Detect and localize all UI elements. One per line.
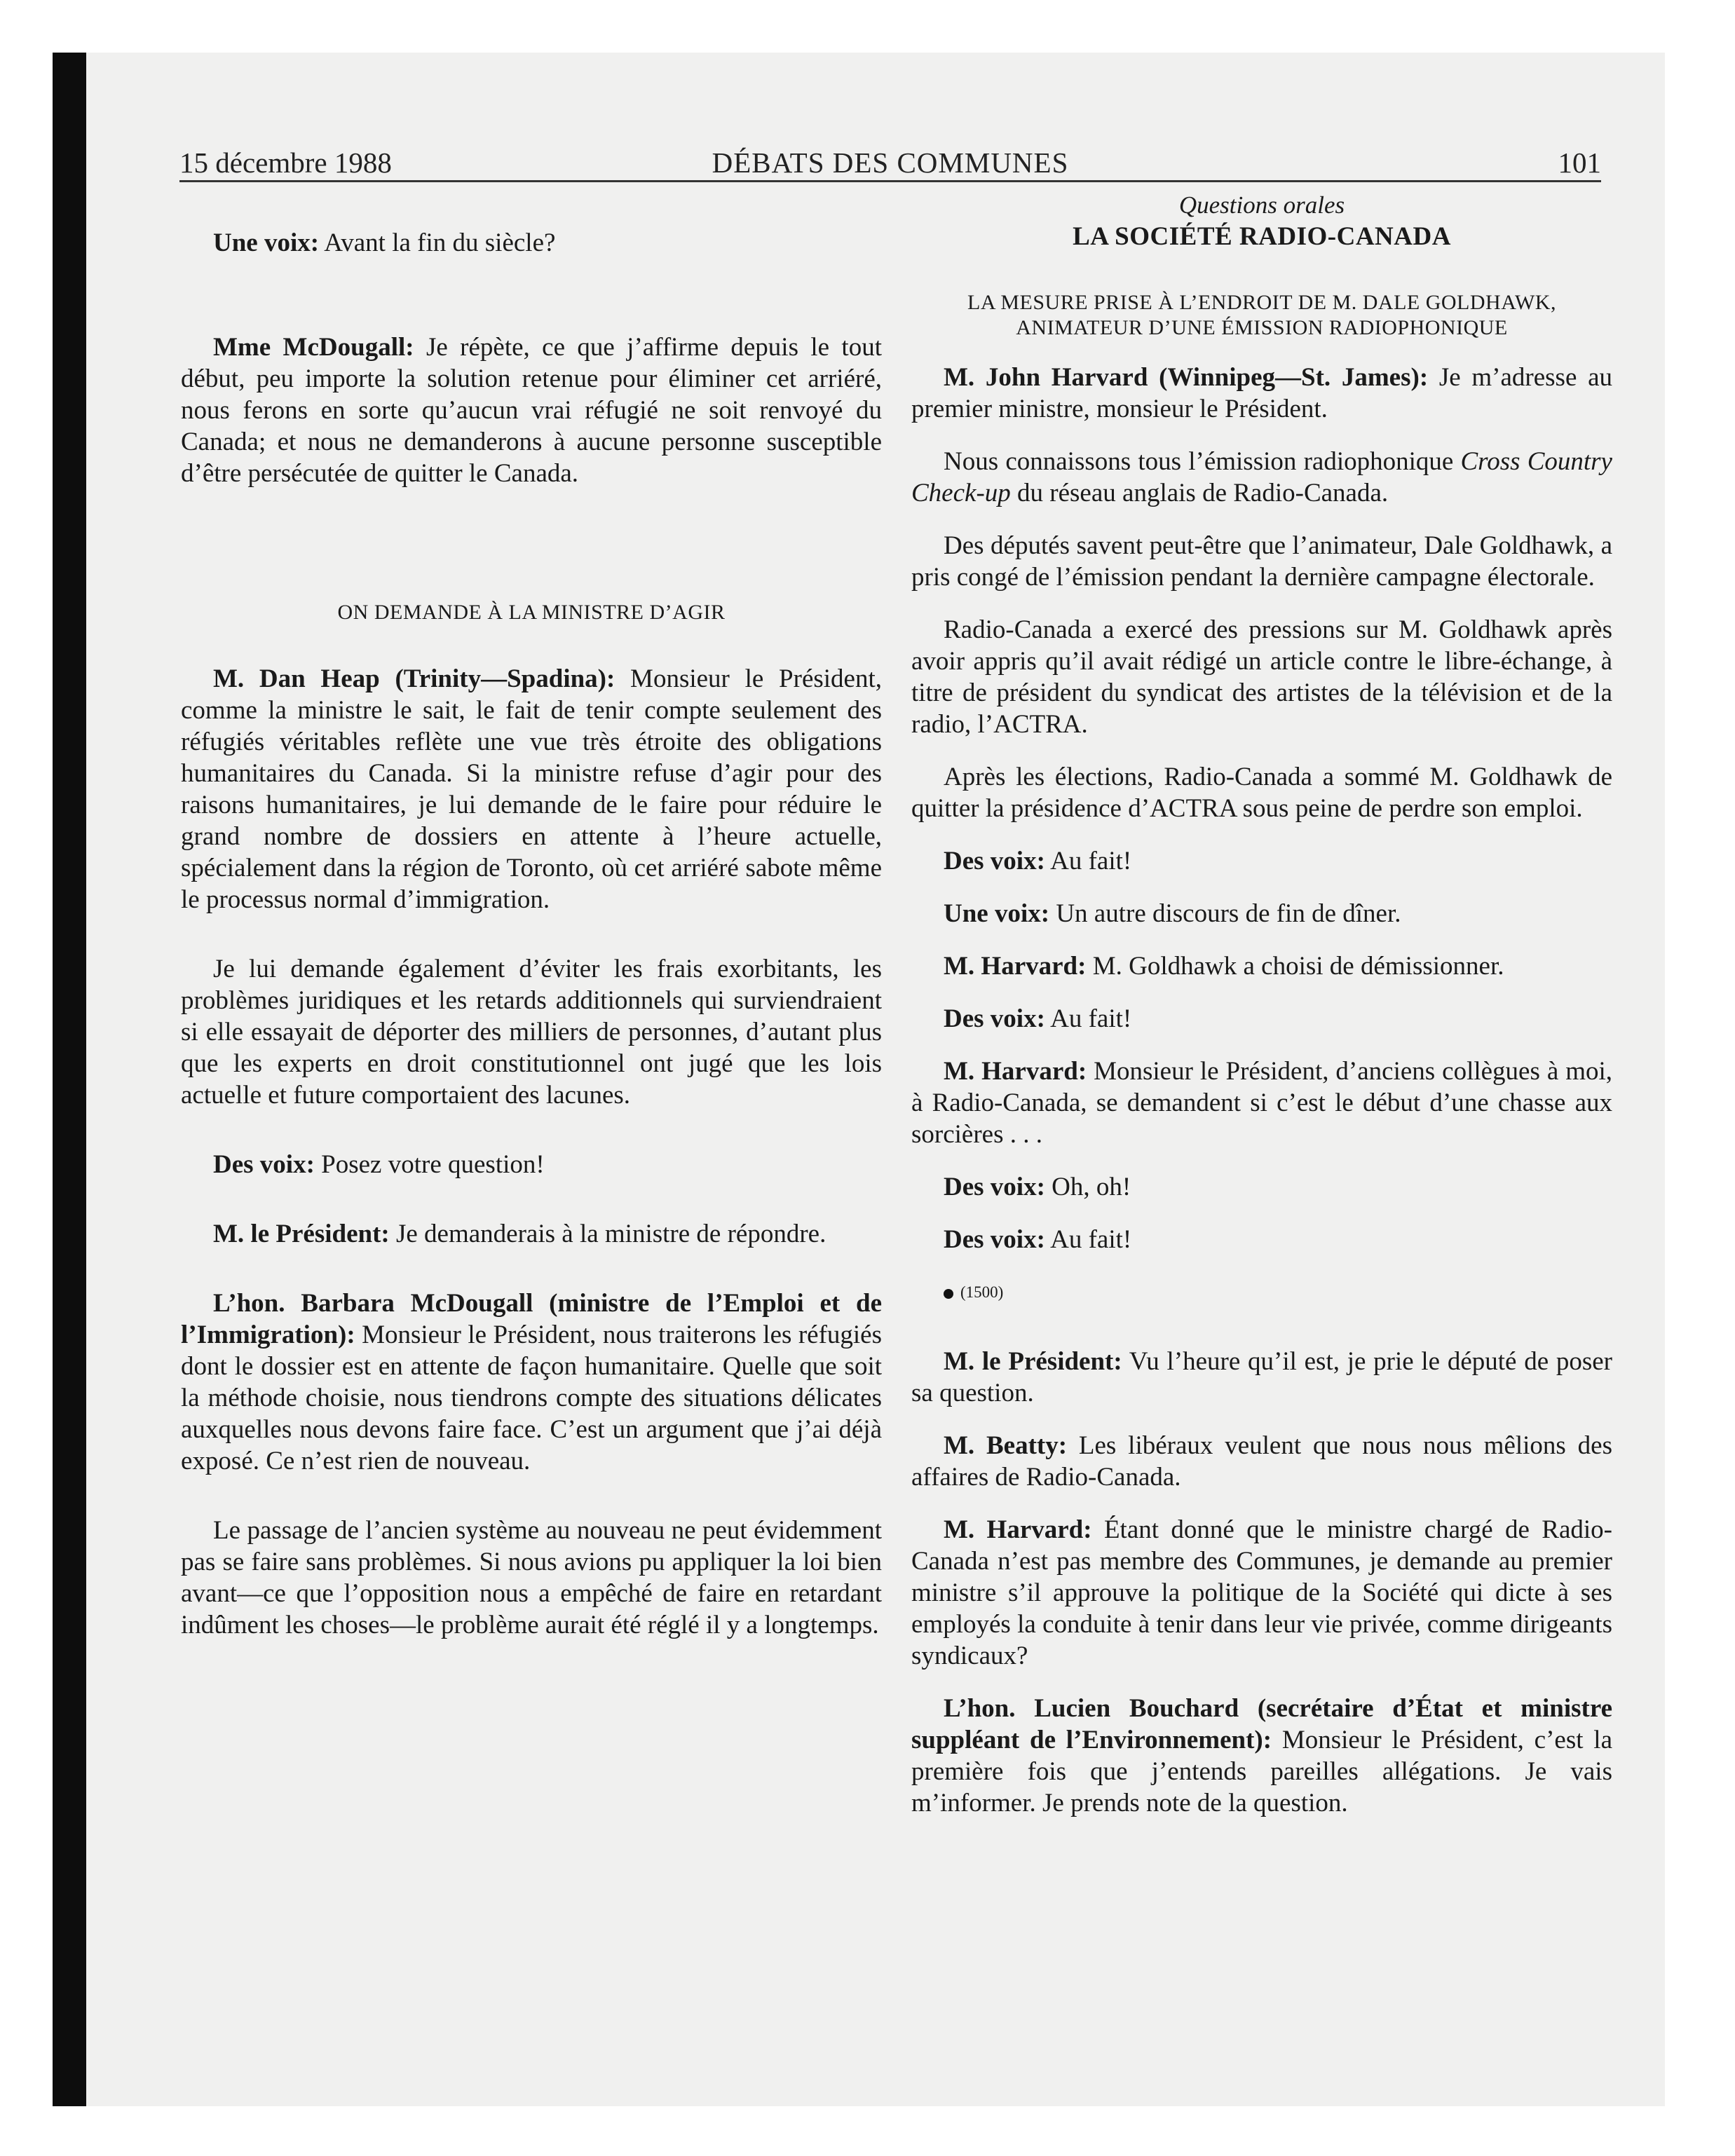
speaker: M. John Harvard (Winnipeg—St. James):	[944, 363, 1429, 392]
speaker: Des voix:	[944, 1225, 1045, 1254]
speaker: M. Dan Heap (Trinity—Spadina):	[213, 664, 615, 693]
speaker: Des voix:	[944, 1173, 1045, 1201]
bullet-dot-icon	[944, 1289, 953, 1299]
header-page-number: 101	[1558, 146, 1601, 179]
speaker: M. Harvard:	[944, 1057, 1087, 1086]
paragraph: Une voix: Avant la fin du siècle?	[213, 228, 556, 257]
speaker: Des voix:	[213, 1150, 315, 1179]
paragraph: Mme McDougall: Je répète, ce que j’affirme depuis le tout début, peu importe la solution retenue pour éliminer cet arriéré, nous ferons en sorte qu’aucun vrai réfugié ne soit renvoyé du Canada; et nous ne demanderons à aucune personne susceptible d’être persécutée de quitter le Canada.	[181, 333, 882, 488]
paragraph: M. Harvard: Étant donné que le ministre chargé de Radio-Canada n’est pas membre des Communes, je demande au premier ministre s’il approuve la politique de la Société qui dicte à ses employés la conduite à tenir dans leur vie privée, comme dirigeants syndicaux?	[911, 1515, 1613, 1670]
speaker: Une voix:	[213, 228, 320, 257]
subheading: LA MESURE PRISE À L’ENDROIT DE M. DALE GOLDHAWK, ANIMATEUR D’UNE ÉMISSION RADIOPHONIQUE	[967, 291, 1556, 339]
paragraph: M. le Président: Je demanderais à la ministre de répondre.	[213, 1220, 826, 1248]
header-title: DÉBATS DES COMMUNES	[712, 146, 1069, 179]
speaker: Des voix:	[944, 847, 1045, 875]
header-date: 15 décembre 1988	[179, 146, 392, 179]
paragraph: Je lui demande également d’éviter les frais exorbitants, les problèmes juridiques et les retards additionnels qui surviendraient si elle essayait de déporter des milliers de personnes, d’autant plus que les experts en droit constitutionnel ont jugé que les lois actuelle et future comportaient des lacunes.	[181, 955, 882, 1110]
paragraph: M. Dan Heap (Trinity—Spadina): Monsieur le Président, comme la ministre le sait, le fait de tenir compte seulement des réfugiés véritables reflète une vue très étroite des obligations humanitaires du Canada. Si la ministre refuse d’agir pour des raisons humanitaires, je lui demande de le faire pour réduire le grand nombre de dossiers en attente à l’heure actuelle, spécialement dans la région de Toronto, où cet arriéré sabote même le processus normal d’immigration.	[181, 664, 882, 914]
program-title: Cross Country Check-up	[911, 447, 1612, 507]
paragraph: Une voix: Un autre discours de fin de dîner.	[944, 899, 1401, 928]
paragraph: Des voix: Au fait!	[944, 1225, 1132, 1254]
right-column	[911, 189, 1612, 1819]
paragraph: Radio-Canada a exercé des pressions sur M. Goldhawk après avoir appris qu’il avait rédigé un article contre le libre-échange, à titre de président du syndicat des artistes de la télévision et de la radio, l’ACTRA.	[911, 615, 1612, 739]
speaker: L’hon. Lucien Bouchard (secrétaire d’État et ministre suppléant de l’Environnement):	[911, 1694, 1612, 1754]
header-rule	[179, 180, 1601, 182]
left-column	[181, 189, 882, 1641]
paragraph: M. le Président: Vu l’heure qu’il est, je prie le député de poser sa question.	[911, 1347, 1612, 1407]
paragraph: Après les élections, Radio-Canada a sommé M. Goldhawk de quitter la présidence d’ACTRA sous peine de perdre son emploi.	[911, 763, 1612, 823]
paragraph: Des voix: Oh, oh!	[944, 1173, 1131, 1201]
speaker: M. le Président:	[944, 1347, 1122, 1376]
speaker: Des voix:	[944, 1004, 1045, 1033]
binding-edge	[53, 53, 86, 2106]
paragraph: Des voix: Au fait!	[944, 1004, 1132, 1033]
speaker: L’hon. Barbara McDougall (ministre de l’Emploi et de l’Immigration):	[181, 1289, 882, 1349]
speaker: Une voix:	[944, 899, 1050, 928]
paragraph: M. John Harvard (Winnipeg—St. James): Je m’adresse au premier ministre, monsieur le Président.	[911, 363, 1612, 423]
speaker: M. le Président:	[213, 1220, 390, 1248]
paragraph: Le passage de l’ancien système au nouveau ne peut évidemment pas se faire sans problèmes. Si nous avions pu appliquer la loi bien avant—ce que l’opposition nous a empêché de faire en retardant indûment les choses—le problème aurait été réglé il y a longtemps.	[181, 1516, 882, 1639]
speaker: Mme McDougall:	[213, 333, 414, 362]
subheading: ON DEMANDE À LA MINISTRE D’AGIR	[337, 601, 726, 624]
time-marker: (1500)	[911, 1276, 1612, 1308]
paragraph: Des voix: Posez votre question!	[213, 1150, 545, 1179]
speaker: M. Harvard:	[944, 1515, 1092, 1544]
speaker: M. Harvard:	[944, 952, 1087, 981]
paragraph: M. Harvard: M. Goldhawk a choisi de démissionner.	[944, 952, 1504, 981]
section-title: LA SOCIÉTÉ RADIO-CANADA	[1073, 222, 1451, 251]
paragraph: L’hon. Barbara McDougall (ministre de l’Emploi et de l’Immigration): Monsieur le Président, nous traiterons les réfugiés dont le dossier est en attente de façon humanitaire. Quelle que soit la méthode choisie, nous tiendrons compte des situations délicates auxquelles nous devons faire face. C’est un argument que j’ai déjà exposé. Ce n’est rien de nouveau.	[181, 1289, 882, 1475]
paragraph: M. Beatty: Les libéraux veulent que nous nous mêlions des affaires de Radio-Canada.	[911, 1431, 1612, 1492]
paragraph: M. Harvard: Monsieur le Président, d’anciens collègues à moi, à Radio-Canada, se demandent si c’est le début d’une chasse aux sorcières . . .	[911, 1057, 1613, 1149]
speaker: M. Beatty:	[944, 1431, 1068, 1460]
paragraph: L’hon. Lucien Bouchard (secrétaire d’État et ministre suppléant de l’Environnement): Monsieur le Président, c’est la première fois que j’entends pareilles allégations. Je vais m’informer. Je prends note de la question.	[911, 1694, 1612, 1817]
page-header	[179, 143, 1601, 182]
paragraph: Nous connaissons tous l’émission radiophonique Cross Country Check-up du réseau anglais de Radio-Canada.	[911, 447, 1612, 507]
paragraph: Des députés savent peut-être que l’animateur, Dale Goldhawk, a pris congé de l’émission pendant la dernière campagne électorale.	[911, 531, 1612, 592]
running-head: Questions orales	[1178, 191, 1345, 219]
paragraph: Des voix: Au fait!	[944, 847, 1132, 875]
